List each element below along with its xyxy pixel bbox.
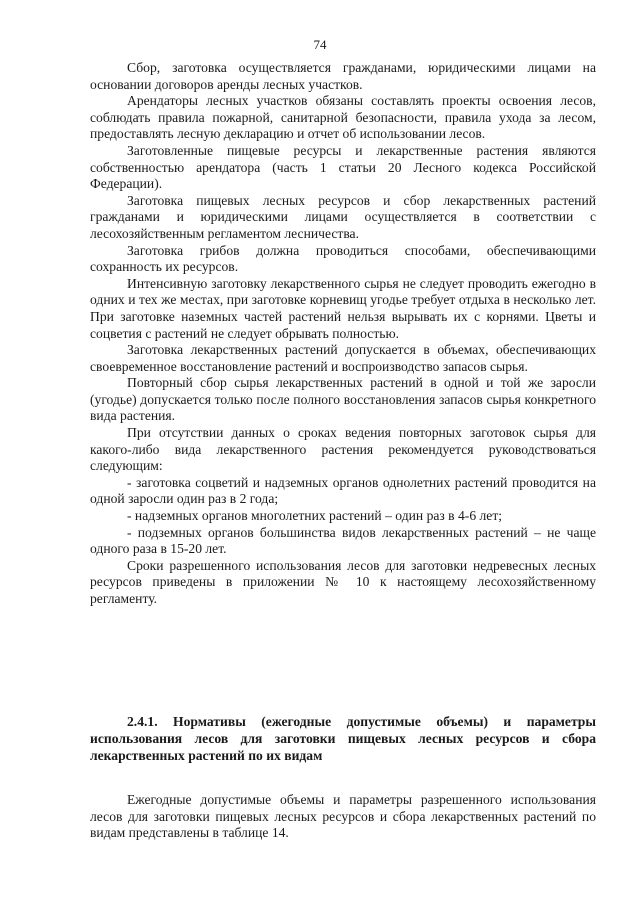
paragraph: При отсутствии данных о сроках ведения повторных заготовок сырья для какого-либо вида лекарственного растения рекомендуется руководствоваться следующим: bbox=[90, 425, 596, 474]
paragraph: Заготовка лекарственных растений допускается в объемах, обеспечивающих своевременное восстановление растений и воспроизводство запасов сырья. bbox=[90, 342, 596, 374]
paragraph: Интенсивную заготовку лекарственного сырья не следует проводить ежегодно в одних и тех же местах, при заготовке корневищ угодье требует отдыха в несколько лет. При заготовке наземных частей растений нельзя вырывать их с корнями. Цветы и соцветия с растений не следует обрывать полностью. bbox=[90, 275, 596, 341]
paragraph: Ежегодные допустимые объемы и параметры разрешенного использования лесов для заготовки пищевых лесных ресурсов и сбора лекарственных растений по видам представлены в таблице 14. bbox=[90, 792, 596, 841]
paragraph: Сбор, заготовка осуществляется гражданами, юридическими лицами на основании договоров аренды лесных участков. bbox=[90, 60, 596, 92]
body-text bbox=[90, 60, 596, 608]
section-heading: 2.4.1. Нормативы (ежегодные допустимые объемы) и параметры использования лесов для заготовки пищевых лесных ресурсов и сбора лекарственных растений по их видам bbox=[90, 714, 596, 763]
list-item: - подземных органов большинства видов лекарственных растений – не чаще одного раза в 15-20 лет. bbox=[90, 524, 596, 557]
page-number: 74 bbox=[313, 37, 327, 52]
paragraph: Арендаторы лесных участков обязаны составлять проекты освоения лесов, соблюдать правила пожарной, санитарной безопасности, правила ухода за лесом, предоставлять лесную декларацию и отчет об использовании лесов. bbox=[90, 93, 596, 142]
paragraph: Заготовленные пищевые ресурсы и лекарственные растения являются собственностью арендатора (часть 1 статьи 20 Лесного кодекса Российской Федерации). bbox=[90, 142, 596, 192]
paragraph: Заготовка пищевых лесных ресурсов и сбор лекарственных растений гражданами и юридическими лицами осуществляется в соответствии с лесохозяйственным регламентом лесничества. bbox=[90, 192, 596, 241]
paragraph: Заготовка грибов должна проводиться способами, обеспечивающими сохранность их ресурсов. bbox=[90, 242, 596, 275]
list-item: - заготовка соцветий и надземных органов однолетних растений проводится на одной заросли один раз в 2 года; bbox=[90, 474, 596, 507]
paragraph: Повторный сбор сырья лекарственных растений в одной и той же заросли (угодье) допускается только после полного восстановления запасов сырья конкретного вида растения. bbox=[90, 375, 596, 424]
paragraph: Сроки разрешенного использования лесов для заготовки недревесных лесных ресурсов приведены в приложении № 10 к настоящему лесохозяйственному регламенту. bbox=[90, 557, 596, 606]
list-item: - надземных органов многолетних растений – один раз в 4-6 лет; bbox=[127, 508, 503, 524]
